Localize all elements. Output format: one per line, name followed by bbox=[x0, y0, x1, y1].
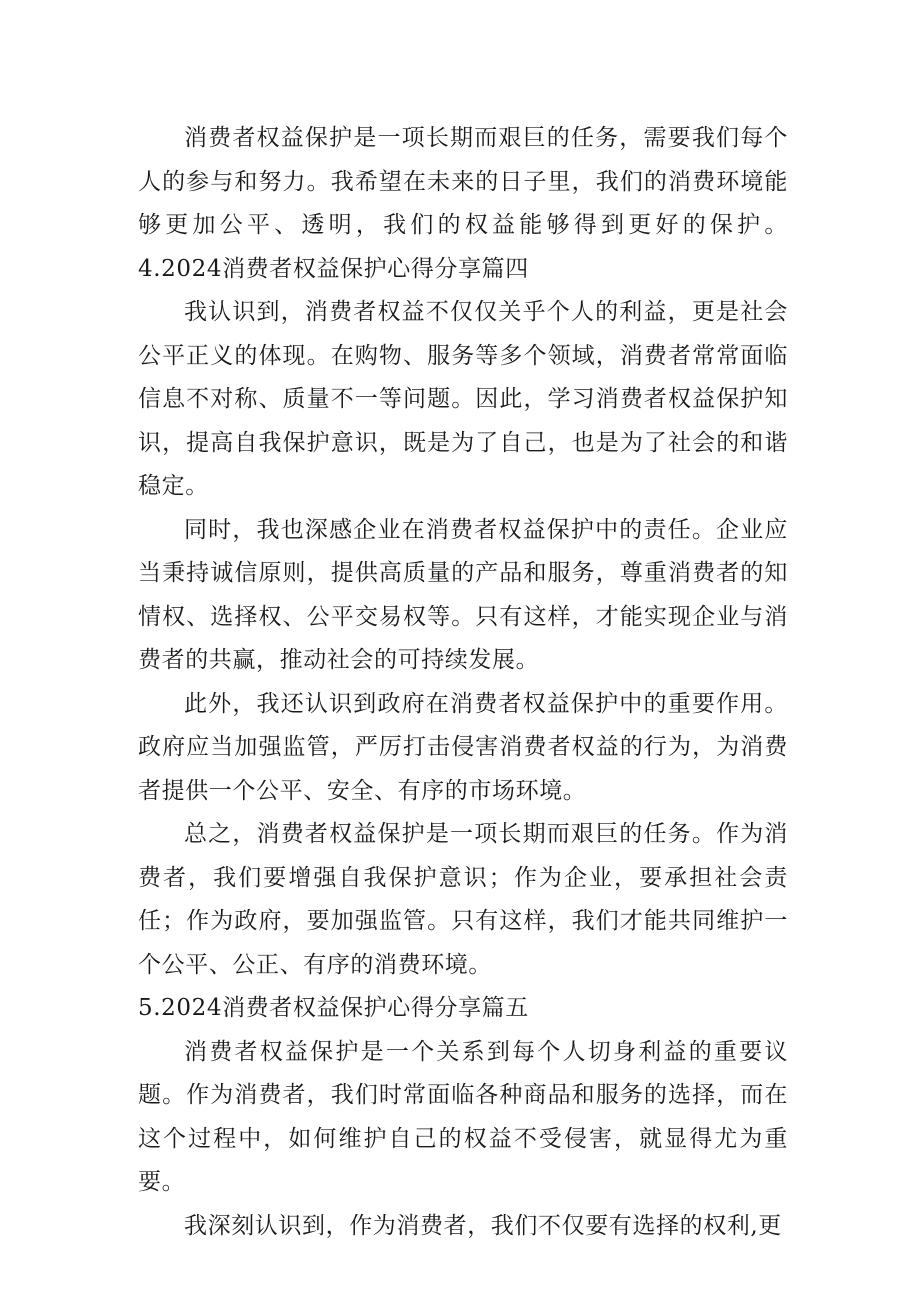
paragraph: 我认识到，消费者权益不仅仅关乎个人的利益，更是社会公平正义的体现。在购物、服务等多个领域，消费者常常面临信息不对称、质量不一等问题。因此，学习消费者权益保护知识，提高自我保护意识，既是为了自己，也是为了社会的和谐稳定。 bbox=[138, 299, 788, 499]
paragraph: 消费者权益保护是一个关系到每个人切身利益的重要议题。作为消费者，我们时常面临各种商品和服务的选择，而在这个过程中，如何维护自己的权益不受侵害，就显得尤为重要。 bbox=[138, 1038, 788, 1195]
paragraph: 此外，我还认识到政府在消费者权益保护中的重要作用。政府应当加强监管，严厉打击侵害消费者权益的行为，为消费者提供一个公平、安全、有序的市场环境。 bbox=[138, 690, 788, 804]
section-heading: 5.2024消费者权益保护心得分享篇五 bbox=[138, 995, 529, 1021]
paragraph: 总之，消费者权益保护是一项长期而艰巨的任务。作为消费者，我们要增强自我保护意识；作为企业，要承担社会责任；作为政府，要加强监管。只有这样，我们才能共同维护一个公平、公正、有序的消费环境。 bbox=[138, 821, 788, 978]
document-body bbox=[138, 117, 788, 1248]
paragraph: 同时，我也深感企业在消费者权益保护中的责任。企业应当秉持诚信原则，提供高质量的产品和服务，尊重消费者的知情权、选择权、公平交易权等。只有这样，才能实现企业与消费者的共赢，推动社会的可持续发展。 bbox=[138, 516, 788, 673]
paragraph: 消费者权益保护是一项长期而艰巨的任务，需要我们每个人的参与和努力。我希望在未来的日子里，我们的消费环境能够更加公平、透明，我们的权益能够得到更好的保护。4.2024消费者权益保护心得分享篇四 bbox=[138, 125, 788, 282]
paragraph: 我深刻认识到，作为消费者，我们不仅要有选择的权利,更 bbox=[184, 1212, 782, 1239]
